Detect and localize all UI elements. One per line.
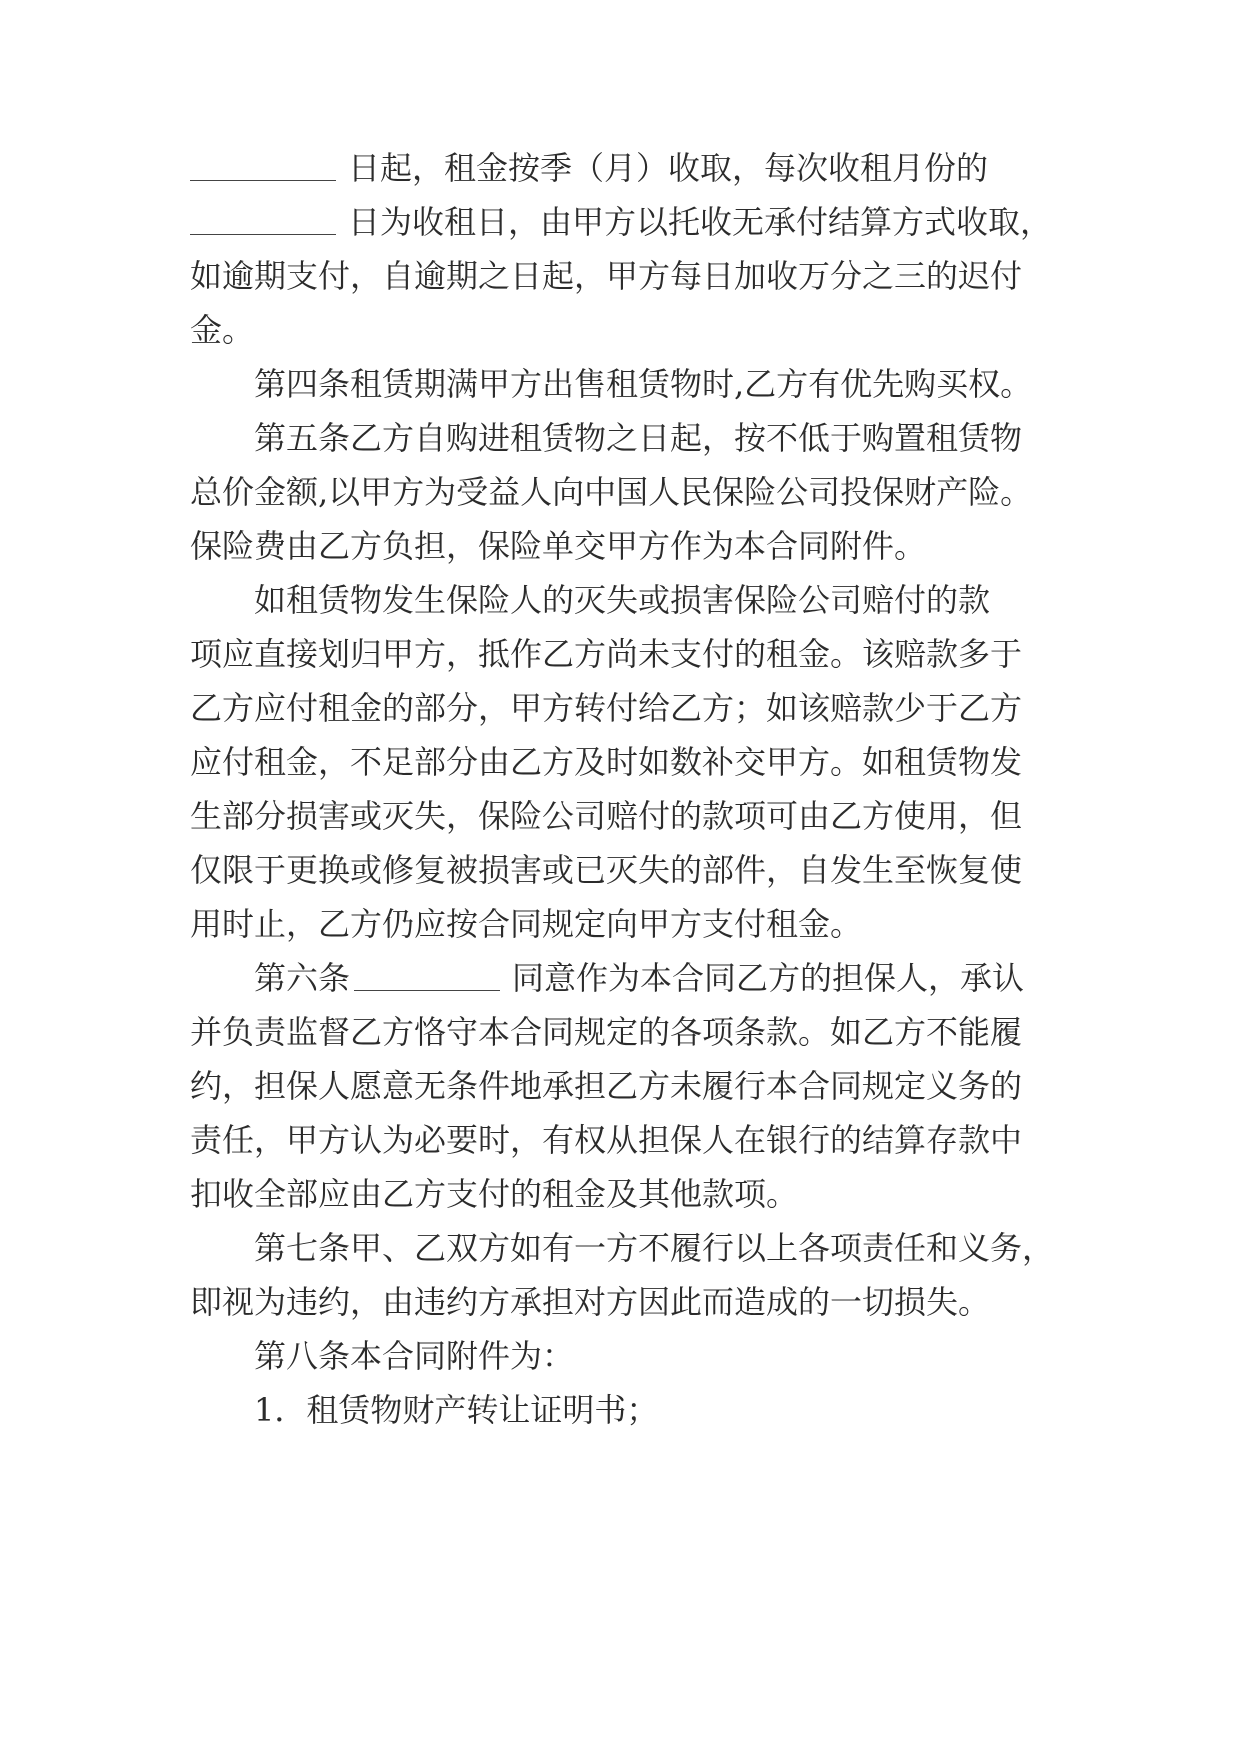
line-text: 应付租金，不足部分由乙方及时如数补交甲方。如租赁物发 — [190, 743, 1023, 781]
line-text: 第四条租赁期满甲方出售租赁物时,乙方有优先购买权。 — [254, 365, 1033, 403]
text-line — [190, 146, 989, 190]
text-line — [254, 1388, 659, 1432]
text-line — [190, 1064, 1023, 1108]
fill-in-blank — [190, 204, 336, 235]
line-text: 第八条本合同附件为： — [254, 1337, 575, 1375]
text-line — [254, 362, 1033, 406]
text-line — [190, 524, 927, 568]
line-text: 责任，甲方认为必要时，有权从担保人在银行的结算存款中 — [190, 1121, 1023, 1159]
text-line — [190, 902, 863, 946]
text-line — [254, 416, 1023, 460]
text-line — [190, 308, 254, 352]
line-text: 即视为违约，由违约方承担对方因此而造成的一切损失。 — [190, 1283, 991, 1321]
article-prefix: 第六条 — [254, 959, 351, 997]
text-line — [190, 200, 1053, 244]
line-text: 扣收全部应由乙方支付的租金及其他款项。 — [190, 1175, 799, 1213]
text-line — [190, 254, 1023, 298]
line-text: 总价金额,以甲方为受益人向中国人民保险公司投保财产险。 — [190, 473, 1033, 511]
line-text: 金。 — [190, 311, 255, 349]
text-line — [254, 1334, 575, 1378]
line-text: 约，担保人愿意无条件地承担乙方未履行本合同规定义务的 — [190, 1067, 1023, 1105]
text-line — [190, 740, 1023, 784]
fill-in-blank — [190, 150, 336, 181]
text-line — [190, 1280, 991, 1324]
line-text: 用时止，乙方仍应按合同规定向甲方支付租金。 — [190, 905, 863, 943]
text-line — [190, 470, 1033, 514]
line-text: 乙方应付租金的部分，甲方转付给乙方；如该赔款少于乙方 — [190, 689, 1023, 727]
line-text: 如逾期支付，自逾期之日起，甲方每日加收万分之三的迟付 — [190, 257, 1023, 295]
text-line — [254, 956, 1025, 1000]
line-text: 日为收租日，由甲方以托收无承付结算方式收取， — [348, 203, 1053, 241]
line-text: 项应直接划归甲方，抵作乙方尚未支付的租金。该赔款多于 — [190, 635, 1023, 673]
text-line — [190, 632, 1023, 676]
text-line — [254, 578, 991, 622]
line-text: 保险费由乙方负担，保险单交甲方作为本合同附件。 — [190, 527, 927, 565]
line-text: 第五条乙方自购进租赁物之日起，按不低于购置租赁物 — [254, 419, 1023, 457]
line-text: 如租赁物发生保险人的灭失或损害保险公司赔付的款 — [254, 581, 991, 619]
text-line — [190, 1118, 1023, 1162]
fill-in-blank — [354, 960, 500, 991]
line-text: 生部分损害或灭失，保险公司赔付的款项可由乙方使用，但 — [190, 797, 1023, 835]
line-text: 同意作为本合同乙方的担保人，承认 — [512, 959, 1025, 997]
line-text: 并负责监督乙方恪守本合同规定的各项条款。如乙方不能履 — [190, 1013, 1023, 1051]
text-line — [190, 1172, 799, 1216]
text-line — [190, 686, 1023, 730]
line-text: 日起，租金按季（月）收取，每次收租月份的 — [348, 149, 989, 187]
line-text: 仅限于更换或修复被损害或已灭失的部件，自发生至恢复使 — [190, 851, 1023, 889]
text-line — [190, 794, 1023, 838]
text-line — [254, 1226, 1055, 1270]
text-line — [190, 1010, 1023, 1054]
line-text: 1．租赁物财产转让证明书； — [254, 1391, 659, 1429]
line-text: 第七条甲、乙双方如有一方不履行以上各项责任和义务， — [254, 1229, 1055, 1267]
text-line — [190, 848, 1023, 892]
